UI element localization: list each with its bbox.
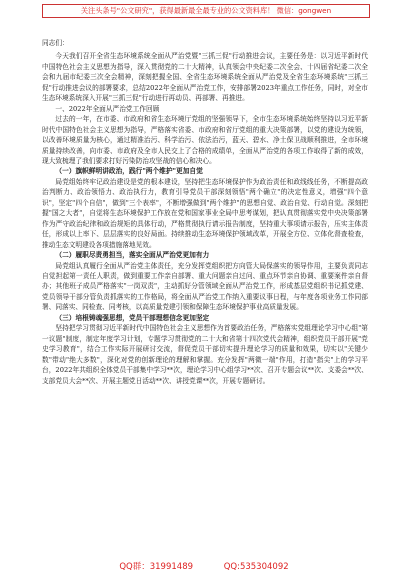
section-1-title: 一、2022年全面从严治党工作回顾: [55, 104, 160, 113]
document-body: [42, 38, 368, 558]
subsection-2-paragraph: 局党组认真履行全面从严治党主体责任，充分发挥党组织把方向管大局保落实的领导作用，主要负责同志自觉担起第一责任人职责，做到重要工作亲自部署、重大问题亲自过问、重点环节亲自协调、重要案件亲自督办；其他班子成员严格落实"一岗双责"，主动抓好分管领域全面从严治党工作，形成基层党组织书记抓党建、党员领导干部分管负责抓落实的工作格局，将全面从严治党工作纳入重要议事日程，与年度各项业务工作同部署、同落实、同检查、同考核，以高质量党建引领和保障生态环境保护事业高质量发展。: [42, 261, 368, 312]
subsection-3-title: （三）培根铸魂强思想，党员干部理想信念更加坚定: [55, 313, 210, 322]
footer-contact: [0, 560, 408, 572]
salutation: 同志们：: [42, 39, 69, 47]
top-promo-banner: 关注头条号"公文研究"，获得最新最全最专业的公文资料库！ 微信：gongwen: [42, 4, 370, 18]
intro-paragraph: 今天我们召开全省生态环境系统全面从严治党暨"三抓三促"行动推进会议，主要任务是：以习近平新时代中国特色社会主义思想为指导，深入贯彻党的二十大精神，认真领会中央纪委二次全会、十四届省纪委二次全会和九届市纪委三次全会精神，深刻把握全国、全省生态环境系统全面从严治党及全省生态环境系统"三抓三促"行动推进会议的部署要求，总结2022年全面从严治党工作，安排部署2023年重点工作任务，同时，对全市生态环境系统深入开展"三抓三促"行动进行再动员、再部署、再推进。: [42, 52, 368, 103]
section-1-paragraph: 过去的一年，在市委、市政府和省生态环境厅党组的坚强领导下，全市生态环境系统始终坚持以习近平新时代中国特色社会主义思想为指导，严格落实省委、市政府和省厅党组的重大决策部署，以党的建设为统领，以改善环境质量为核心，通过精准治污、科学治污、依法治污，蓝天、碧水、净土保卫战顺利推进，全市环境质量持续改善，向市委、市政府及全市人民交上了合格的成绩单，全面从严治党的各项工作取得了新的成效，现大致梳理了我们要求打好污染防治攻坚战的信心和决心。: [42, 115, 368, 165]
subsection-1-paragraph: 局党组始终牢记政治建设是党的根本建设，坚持把生态环境保护作为政治责任和政线线任务，不断提高政治判断力、政治领悟力、政治执行力，教育引导党员干部深刻领悟"两个确立"的决定性意义，增强"四个意识"，坚定"四个自信"，做到"三个表率"，不断增强做到"两个维护"的思想自觉、政治自觉、行动自觉。深刻把握"国之大者"，自觉将生态环境保护工作放在党和国家事业全局中思考谋划，把认真贯彻落实党中央决策部署作为严守政治纪律和政治规矩的具体行动，严格贯彻执行请示报告制度，坚持重大事项请示报告，压实主体责任，形成以上率下、层层落实的良好局面。持续推动生态环境保护领域改革，开展全方位、立体化督查检查，推动生态文明建设各项措施落地见效。: [42, 177, 368, 249]
footer-qq-contact: QQ:535304092: [223, 562, 289, 572]
subsection-1-title: （一）旗帜鲜明讲政治，践行"两个维护"更加自觉: [55, 167, 203, 176]
subsection-2-title: （二）履职尽责勇担当，落实全面从严治党更加有力: [55, 251, 210, 260]
footer-qq-group: QQ群：31991489: [119, 562, 194, 572]
subsection-3-paragraph: 坚持把学习贯彻习近平新时代中国特色社会主义思想作为首要政治任务，严格落实党组理论学习中心组"第一议题"制度，制定年度学习计划，专题学习贯彻党的二十大和省第十四次党代会精神，组织党员干部开展"党史学习教育"，结合工作实际开展研讨交流，督促党员干部切实提升理论学习的质量和效果，切实以"关键少数"带动"绝大多数"，深化对党的创新理论的理解和掌握。充分发挥"两微一端"作用，打造"指尖"上的学习平台，2022年共组织全体党员干部集中学习**次，理论学习中心组学习**次、召开专题会议**次、支委会**次、支部党员大会**次、开展主题党日活动**次、讲授党课**次，开展专题研讨。: [42, 324, 368, 385]
